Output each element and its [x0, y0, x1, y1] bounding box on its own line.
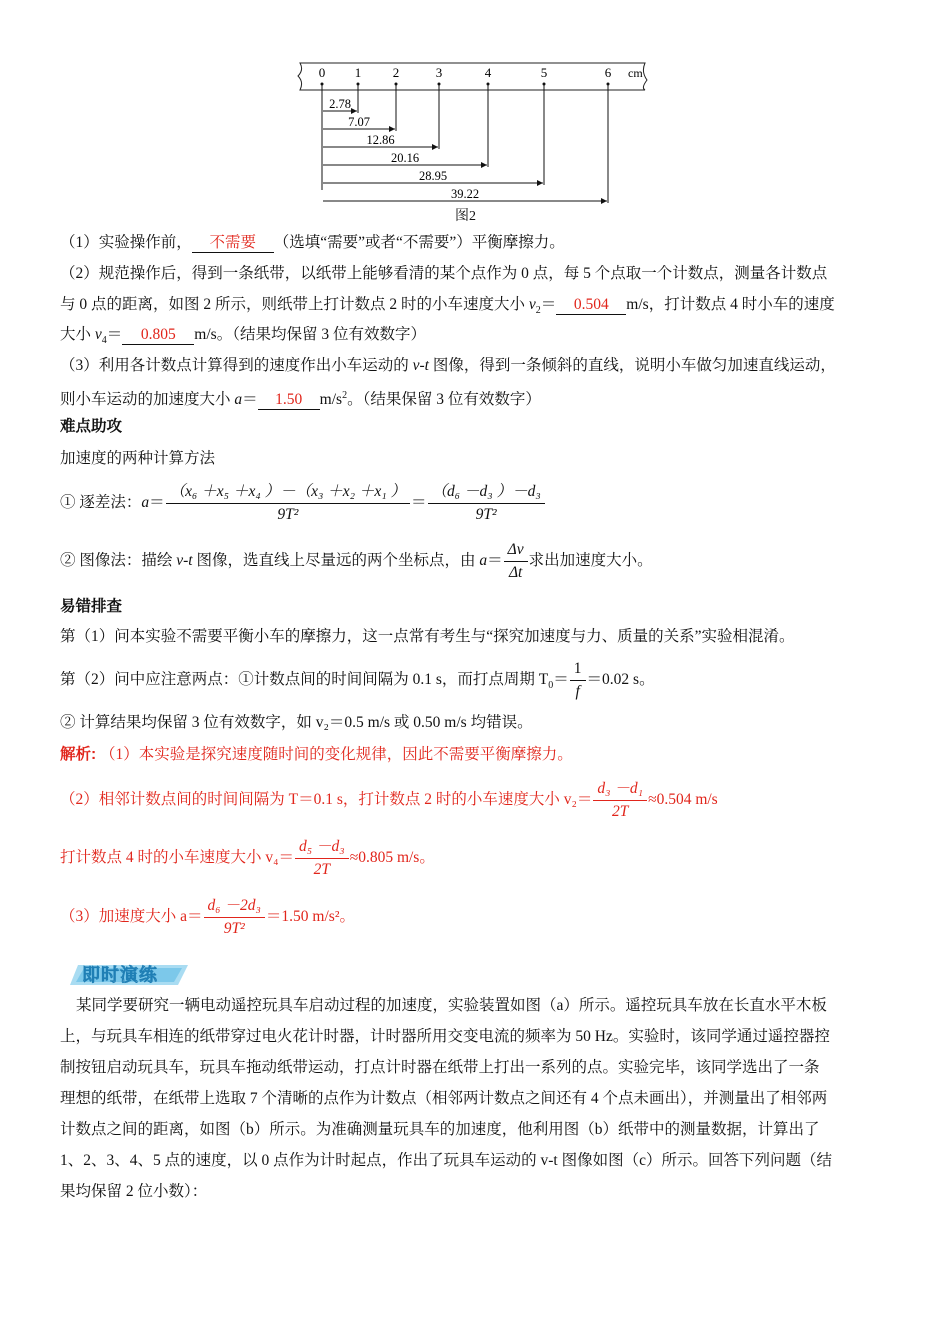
question-3-line-2: 则小车运动的加速度大小 a＝ 1.50 $m/s^2$。（结果保留 3 位有效数字） [60, 390, 541, 409]
distance-arrowhead [432, 144, 438, 150]
fraction-v2: $\frac{\text{d₃ －d₁}}{2T}$ [593, 778, 647, 823]
question-2-line-2: 与 0 点的距离，如图 2 所示，则纸带上打计数点 2 时的小车速度大小 $v_2= 0.504$ m/s，打计数点 4 时小车的速度 [60, 296, 835, 317]
answer-blank-v4: 0.805 [122, 326, 194, 345]
fraction-m2: $\frac{\Delta v}{\Delta t}$ [504, 539, 528, 584]
answer-blank-1: 不需要 [192, 234, 274, 253]
method-2: ② 图像法：描绘 v-t 图像，选直线上尽量远的两个坐标点，由 a＝ $\frac{\Delta v}{\Delta t}$ 求出加速度大小。 [60, 538, 910, 584]
tape-tick-label: 1 [354, 65, 362, 80]
jiexi-line-4: （3）加速度大小 a＝ $\frac{\text{d₆ －2d₃}}{\text{9T²}}$ ＝1.50 m/s²。 [60, 893, 910, 941]
tape-tick-label: 6 [604, 65, 612, 80]
distance-arrowhead [601, 198, 607, 204]
section-title-yicuo: 易错排查 [60, 598, 123, 615]
tape-tick-label: 3 [435, 65, 443, 80]
distance-label: 39.22 [450, 187, 480, 201]
tape-tick-label: 5 [540, 65, 548, 80]
distance-arrowhead [537, 180, 543, 186]
tape-tick-label: 4 [484, 65, 492, 80]
distance-arrowhead [389, 126, 395, 132]
distance-label: 7.07 [348, 115, 370, 129]
yicuo-p1: 第（1）问本实验不需要平衡小车的摩擦力，这一点常有考生与“探究加速度与力、质量的关系”实验相混淆。 [60, 628, 795, 645]
distance-arrowhead [481, 162, 487, 168]
method-1: ① 逐差法：a＝ $\frac{\text{（x₆ ＋x₅ ＋x₄ ）－（x₃ ＋x₂ ＋x₁ ）}}{\text{9T²}}$ ＝ $\frac{\text{（d₆ －d₃ ）－d₃}}{\text{9T²}}$ [60, 478, 910, 528]
fraction-v4: $\frac{\text{d₅ －d₃}}{2T}$ [295, 836, 349, 881]
jishi-title: 即时演练 [82, 965, 158, 985]
fraction-period: $\frac{1}{f}$ [570, 658, 586, 703]
question-2-line-1: （2）规范操作后，得到一条纸带，以纸带上能够看清的某个点作为 0 点，每 5 个点取一个计数点，测量各计数点 [60, 265, 828, 282]
section-title-nandian: 难点助攻 [60, 418, 123, 435]
fraction-m1: $\frac{\text{（x₆ ＋x₅ ＋x₄ ）－（x₃ ＋x₂ ＋x₁ ）}}{\text{9T²}}$ [166, 481, 410, 526]
distance-label: 28.95 [418, 169, 448, 183]
nandian-intro: 加速度的两种计算方法 [60, 450, 216, 467]
figure-caption: 图2 [455, 209, 476, 224]
tape-tick-label: 2 [392, 65, 400, 80]
yicuo-p2: 第（2）问中应注意两点：①计数点间的时间间隔为 0.1 s，而打点周期 $T_0=$ $\frac{1}{f}$ ＝0.02 s。 [60, 656, 910, 710]
question-3-line-1: （3）利用各计数点计算得到的速度作出小车运动的 v-t 图像，得到一条倾斜的直线，说明小车做匀加速直线运动， [60, 357, 836, 374]
jiexi-line-2: （2）相邻计数点间的时间间隔为 T＝0.1 s，打计数点 2 时的小车速度大小 v₂＝ $\frac{\text{d₃ －d₁}}{2T}$ ≈0.504 m/s [60, 776, 910, 824]
answer-blank-a: 1.50 [258, 391, 320, 410]
jiexi-line-3: 打计数点 4 时的小车速度大小 v₄＝ $\frac{\text{d₅ －d₃}}{2T}$ ≈0.805 m/s。 [60, 834, 910, 882]
yicuo-p3: ② 计算结果均保留 3 位有效数字，如 v₂＝0.5 m/s 或 0.50 m/s 均错误。 [60, 714, 533, 731]
answer-blank-v2: 0.504 [556, 296, 626, 315]
tape-unit: cm [628, 66, 643, 80]
fraction-m1b: $\frac{\text{（d₆ －d₃ ）－d₃}}{\text{9T²}}$ [428, 481, 545, 526]
question-1: （1）实验操作前， 不需要 （选填“需要”或者“不需要”）平衡摩擦力。 [60, 234, 565, 251]
question-2-line-3: 大小 $v_4= 0.805$ m/s。（结果均保留 3 位有效数字） [60, 326, 426, 347]
distance-label: 12.86 [366, 133, 395, 147]
tape-tick-label: 0 [318, 65, 326, 80]
distance-arrowhead [351, 108, 357, 114]
distance-label: 2.78 [329, 97, 351, 111]
jiexi-line-1: 解析: （1）本实验是探究速度随时间的变化规律，因此不需要平衡摩擦力。 [60, 746, 573, 763]
distance-label: 20.16 [390, 151, 420, 165]
tape-figure [0, 0, 950, 230]
jishi-paragraph: 某同学要研究一辆电动遥控玩具车启动过程的加速度，实验装置如图（a）所示。遥控玩具车放在长直水平木板 上，与玩具车相连的纸带穿过电火花计时器，计时器所用交变电流的频率为 50 Hz。实验时，该同学通过遥控器控 制按钮启动玩具车，玩具车拖动纸带运动，打点计时器在纸带上打出一系列的点。实验完毕，该同学选出了一条 理想的纸带，在纸带上选取 7 个清晰的点作为计数点（相邻两计数点之间还有 4 个点未画出），并测量出了相邻两 计数点之间的距离，如图（b）所示。为准确测量玩具车的加速度，他利用图（b）纸带中的测量数据，计算出了 1、2、3、4、5 点的速度，以 0 点作为计时起点，作出了玩具车运动的 v-t 图像如图（c）所示。回答下列问题（结 果均保留 2 位小数）： [60, 997, 832, 1200]
fraction-a: $\frac{\text{d₆ －2d₃}}{\text{9T²}}$ [204, 895, 265, 940]
